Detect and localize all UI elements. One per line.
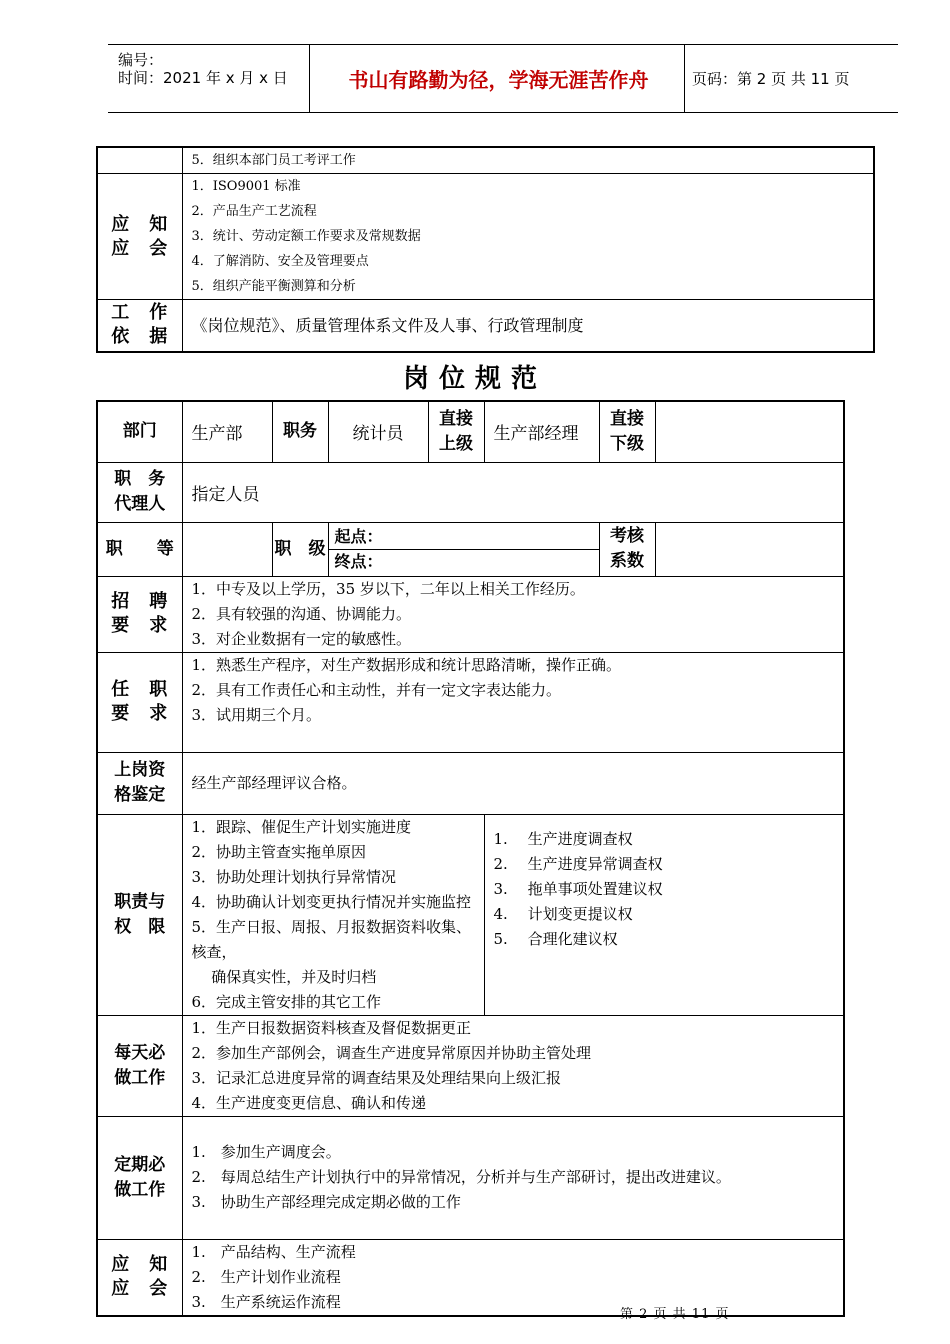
deputy-label: 职 务 代理人 <box>97 462 182 522</box>
know-list <box>182 174 874 300</box>
recruit-list <box>182 576 844 652</box>
list-item: 确保真实性，并及时归档 <box>191 967 377 986</box>
daily-label: 每天必 做工作 <box>97 1015 182 1116</box>
basis-text: 《岗位规范》、质量管理体系文件及人事、行政管理制度 <box>182 300 874 352</box>
post-value: 统计员 <box>328 401 428 462</box>
grade-value <box>182 522 272 576</box>
end-point-label: 终点： <box>334 551 383 571</box>
basis-label: 工 作 依 据 <box>97 300 182 352</box>
grade-label: 职 等 <box>97 522 182 576</box>
list-item: 3．协助处理计划执行异常情况 <box>191 867 397 886</box>
list-item: 1．熟悉生产程序，对生产数据形成和统计思路清晰，操作正确。 <box>191 655 622 674</box>
duty-list <box>182 814 484 1015</box>
post-label: 职务 <box>272 401 328 462</box>
time-label: 时间：2021 年 x 月 x 日 <box>118 69 288 87</box>
list-item: 1．跟踪、催促生产计划实施进度 <box>191 817 412 836</box>
page-footer: 第 2 页 共 11 页 <box>620 1307 730 1322</box>
list-item: 1. 生产进度调查权 <box>493 829 633 848</box>
know-list <box>182 1239 844 1316</box>
list-item: 1．生产日报数据资料核查及督促数据更正 <box>191 1018 472 1037</box>
list-item: 5．组织本部门员工考评工作 <box>182 147 874 174</box>
cert-label: 上岗资 格鉴定 <box>97 752 182 814</box>
list-item: 6．完成主管安排的其它工作 <box>191 992 382 1011</box>
list-item: 5. 合理化建议权 <box>493 929 618 948</box>
subordinate-value <box>655 401 844 462</box>
list-item: 4．了解消防、安全及管理要点 <box>191 254 369 269</box>
list-item: 3. 生产系统运作流程 <box>191 1292 341 1311</box>
list-item: 2．参加生产部例会，调查生产进度异常原因并协助主管处理 <box>191 1043 592 1062</box>
list-item: 3. 拖单事项处置建议权 <box>493 879 663 898</box>
list-item: 3．对企业数据有一定的敏感性。 <box>191 629 412 648</box>
list-item: 4．协助确认计划变更执行情况并实施监控 <box>191 892 472 911</box>
daily-list <box>182 1015 844 1116</box>
level-range <box>328 522 599 576</box>
periodic-label: 定期必 做工作 <box>97 1116 182 1239</box>
superior-label: 直接 上级 <box>428 401 484 462</box>
know-label: 应 知 应 会 <box>97 174 182 300</box>
header-divider <box>309 44 310 113</box>
superior-value: 生产部经理 <box>484 401 599 462</box>
list-item: 1．中专及以上学历，35 岁以下，二年以上相关工作经历。 <box>191 579 585 598</box>
list-item: 2．具有较强的沟通、协调能力。 <box>191 604 412 623</box>
dept-label: 部门 <box>97 401 182 462</box>
list-item: 1. 参加生产调度会。 <box>191 1143 341 1161</box>
know-label: 应 知 应 会 <box>97 1239 182 1316</box>
list-item: 2．具有工作责任心和主动性，并有一定文字表达能力。 <box>191 680 562 699</box>
subordinate-label: 直接 下级 <box>599 401 655 462</box>
qualify-list <box>182 652 844 752</box>
list-item: 2．产品生产工艺流程 <box>191 204 317 219</box>
list-item: 5．生产日报、周报、月报数据资料收集、核查， <box>191 917 472 961</box>
page-title: 岗位规范 <box>402 364 547 394</box>
list-item: 2. 生产计划作业流程 <box>191 1267 341 1286</box>
job-spec-table <box>96 400 845 1317</box>
page-info: 页码：第 2 页 共 11 页 <box>692 70 850 88</box>
list-item: 2. 每周总结生产计划执行中的异常情况，分析并与生产部研讨，提出改进建议。 <box>191 1168 731 1186</box>
coef-label: 考核 系数 <box>599 522 655 576</box>
list-item: 1．ISO9001 标准 <box>191 179 301 194</box>
list-item: 3．统计、劳动定额工作要求及常规数据 <box>191 229 421 244</box>
list-item: 3．试用期三个月。 <box>191 705 322 724</box>
list-item: 1. 产品结构、生产流程 <box>191 1242 356 1261</box>
rights-list <box>484 814 844 1015</box>
serial-label: 编号： <box>118 51 164 69</box>
empty-cell <box>97 147 182 174</box>
previous-spec-table <box>96 146 875 353</box>
level-label: 职 级 <box>272 522 328 576</box>
coef-value <box>655 522 844 576</box>
list-item: 3．记录汇总进度异常的调查结果及处理结果向上级汇报 <box>191 1068 562 1087</box>
list-item: 3. 协助生产部经理完成定期必做的工作 <box>191 1193 461 1211</box>
start-point-label: 起点： <box>329 525 599 550</box>
duty-label: 职责与 权 限 <box>97 814 182 1015</box>
qualify-label: 任 职 要 求 <box>97 652 182 752</box>
page-header <box>108 44 898 114</box>
dept-value: 生产部 <box>182 401 272 462</box>
list-item: 4．生产进度变更信息、确认和传递 <box>191 1093 427 1112</box>
list-item: 2. 生产进度异常调查权 <box>493 854 663 873</box>
cert-text: 经生产部经理评议合格。 <box>182 752 844 814</box>
periodic-list <box>182 1116 844 1239</box>
list-item: 5．组织产能平衡测算和分析 <box>191 279 356 294</box>
motto: 书山有路勤为径，学海无涯苦作舟 <box>348 68 649 92</box>
list-item: 2．协助主管查实拖单原因 <box>191 842 367 861</box>
list-item: 4. 计划变更提议权 <box>493 904 633 923</box>
recruit-label: 招 聘 要 求 <box>97 576 182 652</box>
deputy-value: 指定人员 <box>182 462 844 522</box>
